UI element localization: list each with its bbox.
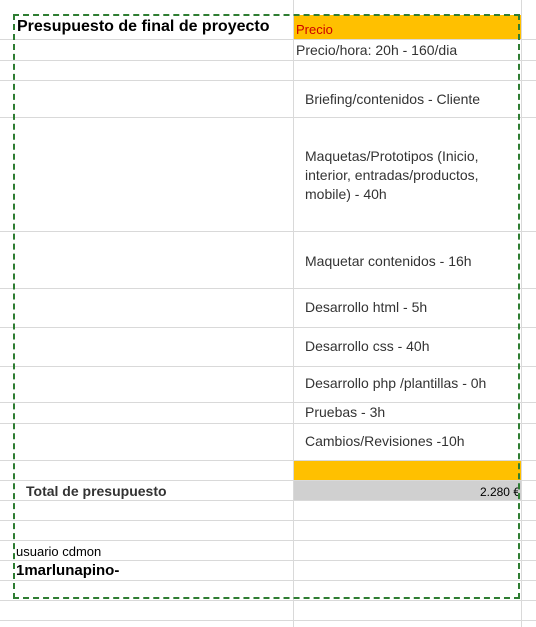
column-divider [521, 0, 522, 627]
task-item[interactable]: Desarrollo php /plantillas - 0h [305, 375, 487, 391]
hourly-rate[interactable]: Precio/hora: 20h - 160/dia [296, 42, 458, 58]
row-divider [0, 540, 536, 541]
task-item[interactable]: Desarrollo html - 5h [305, 299, 428, 315]
row-divider [0, 117, 536, 118]
row-divider [0, 520, 536, 521]
task-item[interactable]: Desarrollo css - 40h [305, 338, 430, 354]
row-divider [0, 423, 536, 424]
row-divider [0, 39, 536, 40]
row-divider [0, 460, 536, 461]
sheet-title[interactable]: Presupuesto de final de proyecto [17, 18, 270, 35]
row-divider [0, 366, 536, 367]
row-divider [0, 402, 536, 403]
task-item[interactable]: Cambios/Revisiones -10h [305, 433, 465, 449]
highlight-empty-cell[interactable] [294, 460, 521, 480]
row-divider [0, 80, 536, 81]
row-divider [0, 620, 536, 621]
user-value[interactable]: 1marlunapino- [16, 562, 120, 579]
task-item[interactable]: Pruebas - 3h [305, 404, 386, 420]
row-divider [0, 288, 536, 289]
row-divider [0, 480, 536, 481]
row-divider [0, 560, 536, 561]
total-value[interactable]: 2.280 € [479, 485, 520, 499]
task-item[interactable]: Maquetar contenidos - 16h [305, 253, 472, 269]
column-divider [293, 0, 294, 627]
row-divider [0, 500, 536, 501]
row-divider [0, 580, 536, 581]
price-header[interactable]: Precio [296, 22, 333, 37]
task-item[interactable]: Briefing/contenidos - Cliente [305, 91, 481, 107]
task-item[interactable]: Maquetas/Prototipos (Inicio, interior, entradas/productos, mobile) - 40h [305, 148, 479, 202]
user-label[interactable]: usuario cdmon [16, 544, 102, 559]
row-divider [0, 327, 536, 328]
row-divider [0, 231, 536, 232]
row-divider [0, 60, 536, 61]
total-label[interactable]: Total de presupuesto [26, 483, 167, 499]
row-divider [0, 600, 536, 601]
